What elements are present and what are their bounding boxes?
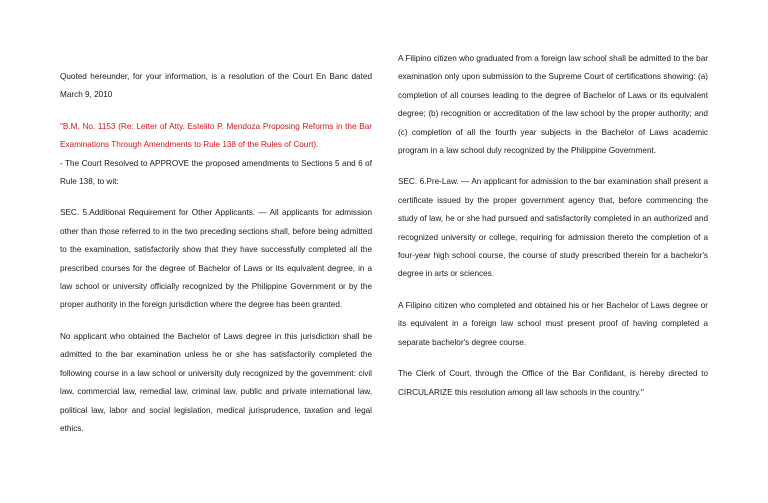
clerk-directive-paragraph: The Clerk of Court, through the Office of the Bar Confidant, is hereby directed to CIRCULARIZE this resolution among all law schools in the country." <box>398 369 708 397</box>
filipino-completed-paragraph: A Filipino citizen who completed and obtained his or her Bachelor of Laws degree or its equivalent in a foreign law school must present proof of having completed a separate bachelor's degree course. <box>398 300 708 347</box>
right-column <box>398 0 708 402</box>
section-5-paragraph: SEC. 5.Additional Requirement for Other Applicants. — All applicants for admission other than those referred to in the two preceding sections shall, before being admitted to the examination, satisfactorily show that they have successfully completed all the prescribed courses for the degree of Bachelor of Laws or its equivalent degree, in a law school or university officially recognized by the Philippine Government or by the proper authority in the foreign jurisdiction where the degree has been granted. <box>60 208 372 310</box>
section-6-paragraph: SEC. 6.Pre-Law. — An applicant for admission to the bar examination shall present a certificate issued by the proper government agency that, before commencing the study of law, he or she had pursued and satisfactorily completed in an authorized and recognized university or college, requiring for admission thereto the completion of a four-year high school course, the course of study prescribed therein for a bachelor's degree in arts or sciences. <box>398 177 708 279</box>
left-column <box>60 0 372 438</box>
intro-paragraph: Quoted hereunder, for your information, is a resolution of the Court En Banc dated March 9, 2010 <box>60 72 372 100</box>
bm-title: "B.M. No. 1153 (Re: Letter of Atty. Estelito P. Mendoza Proposing Reforms in the Bar Examinations Through Amendments to Rule 138 of the Rules of Court). <box>60 121 372 150</box>
no-applicant-paragraph: No applicant who obtained the Bachelor of Laws degree in this jurisdiction shall be admitted to the bar examination unless he or she has satisfactorily completed the following course in a law school or university duly recognized by the government: civil law, commercial law, remedial law, criminal law, public and private international law, political law, labor and social legislation, medical jurisprudence, taxation and legal ethics. <box>60 331 372 433</box>
filipino-foreign-graduate-paragraph: A Filipino citizen who graduated from a foreign law school shall be admitted to the bar examination only upon submission to the Supreme Court of certifications showing: (a) completion of all courses leading to the degree of Bachelor of Laws or its equivalent degree; (b) recognition or accreditation of the law school by the proper authority; and (c) completion of all the fourth year subjects in the Bachelor of Laws academic program in a law school duly recognized by the Philippine Government. <box>398 54 708 156</box>
resolution-statement: - The Court Resolved to APPROVE the proposed amendments to Sections 5 and 6 of Rule 138, to wit: <box>60 158 372 187</box>
